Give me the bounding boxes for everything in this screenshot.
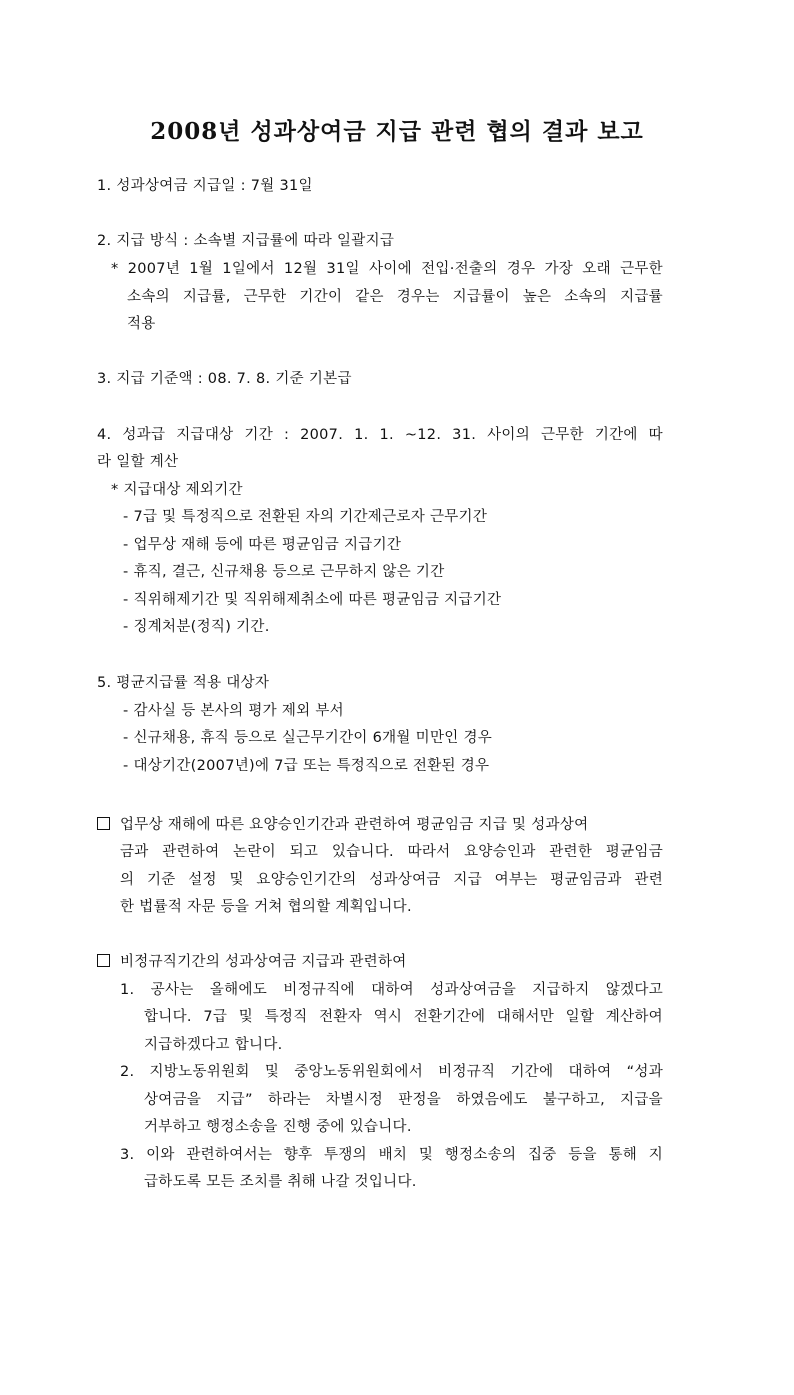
section-3-text: 3. 지급 기준액 : 08. 7. 8. 기준 기본급 bbox=[97, 371, 352, 387]
section-4-item: - 직위해제기간 및 직위해제취소에 따른 평균임금 지급기간 bbox=[123, 592, 502, 608]
box-item-2-sub-line: 2. 지방노동위원회 및 중앙노동위원회에서 비정규직 기간에 대하여 “성과 bbox=[120, 1064, 663, 1080]
box-item-2-sub-line: 1. 공사는 올해에도 비정규직에 대하여 성과상여금을 지급하지 않겠다고 bbox=[120, 982, 663, 998]
section-2-heading: 2. 지급 방식 : 소속별 지급률에 따라 일괄지급 bbox=[97, 233, 395, 249]
section-5-item: - 대상기간(2007년)에 7급 또는 특정직으로 전환된 경우 bbox=[123, 758, 490, 774]
box-item-1-line: 한 법률적 자문 등을 거쳐 협의할 계획입니다. bbox=[120, 899, 412, 915]
section-4-subheading: * 지급대상 제외기간 bbox=[111, 482, 243, 498]
checkbox-square-icon bbox=[97, 817, 110, 830]
box-item-2-sub-line: 합니다. 7급 및 특정직 전환자 역시 전환기간에 대해서만 일할 계산하여 bbox=[144, 1009, 663, 1025]
section-2-note-line: * 2007년 1월 1일에서 12월 31일 사이에 전입·전출의 경우 가장 오래 근무한 bbox=[111, 261, 663, 277]
section-5-item: - 감사실 등 본사의 평가 제외 부서 bbox=[123, 703, 344, 719]
checkbox-square-icon bbox=[97, 954, 110, 967]
box-item-2-heading bbox=[97, 952, 407, 972]
box-item-1-line: 금과 관련하여 논란이 되고 있습니다. 따라서 요양승인과 관련한 평균임금 bbox=[120, 844, 663, 860]
section-5-item: - 신규채용, 휴직 등으로 실근무기간이 6개월 미만인 경우 bbox=[123, 730, 493, 746]
section-4-heading: 4. 성과급 지급대상 기간 : 2007. 1. 1. ~12. 31. 사이의 근무한 기간에 따 bbox=[97, 427, 663, 443]
box-item-1-text: 업무상 재해에 따른 요양승인기간과 관련하여 평균임금 지급 및 성과상여 bbox=[120, 817, 589, 833]
section-4-item: - 징계처분(정직) 기간. bbox=[123, 619, 270, 635]
box-item-1-line: 의 기준 설정 및 요양승인기간의 성과상여금 지급 여부는 평균임금과 관련 bbox=[120, 872, 663, 888]
box-item-2-sub-line: 상여금을 지급” 하라는 차별시정 판정을 하였음에도 불구하고, 지급을 bbox=[144, 1092, 663, 1108]
box-item-2-sub-line: 3. 이와 관련하여서는 향후 투쟁의 배치 및 행정소송의 집중 등을 통해 지 bbox=[120, 1147, 663, 1163]
section-1-text: 1. 성과상여금 지급일 : 7월 31일 bbox=[97, 178, 313, 194]
section-4-item: - 7급 및 특정직으로 전환된 자의 기간제근로자 근무기간 bbox=[123, 509, 488, 525]
box-item-2-heading-text: 비정규직기간의 성과상여금 지급과 관련하여 bbox=[120, 954, 407, 970]
box-item-2-sub-line: 거부하고 행정소송을 진행 중에 있습니다. bbox=[144, 1119, 412, 1135]
section-4-item: - 업무상 재해 등에 따른 평균임금 지급기간 bbox=[123, 537, 402, 553]
section-2-note-line: 소속의 지급률, 근무한 기간이 같은 경우는 지급률이 높은 소속의 지급률 bbox=[127, 289, 663, 305]
box-item-2-sub-line: 지급하겠다고 합니다. bbox=[144, 1037, 283, 1053]
section-2-note-line: 적용 bbox=[127, 316, 156, 332]
box-item-1-line bbox=[97, 815, 663, 835]
section-4-item: - 휴직, 결근, 신규채용 등으로 근무하지 않은 기간 bbox=[123, 564, 445, 580]
section-5-heading: 5. 평균지급률 적용 대상자 bbox=[97, 675, 270, 691]
box-item-2-sub-line: 급하도록 모든 조치를 취해 나갈 것입니다. bbox=[144, 1174, 417, 1190]
document-title: 2008년 성과상여금 지급 관련 협의 결과 보고 bbox=[150, 118, 644, 145]
section-4-heading-cont: 라 일할 계산 bbox=[97, 454, 179, 470]
